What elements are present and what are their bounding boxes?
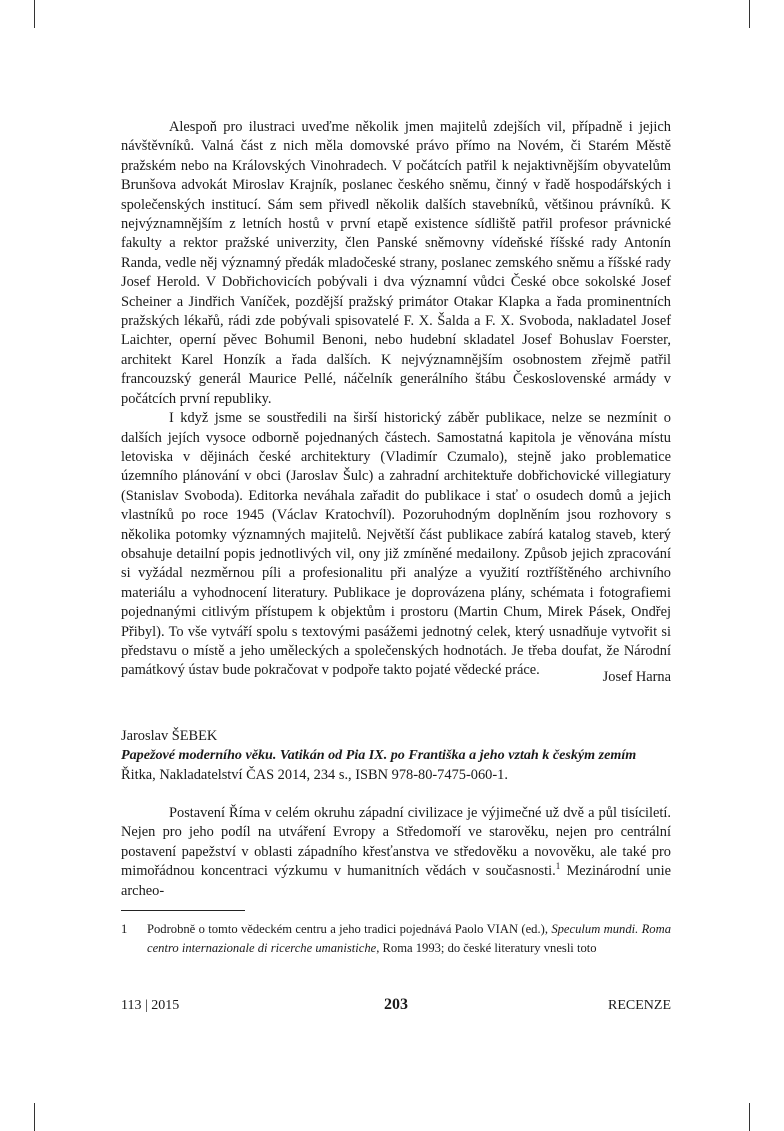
journal-issue: 113 | 2015 bbox=[121, 998, 180, 1013]
footnote-number: 1 bbox=[121, 922, 128, 936]
book-publication-info: Řitka, Nakladatelství ČAS 2014, 234 s., ISBN 978-80-7475-060-1. bbox=[121, 766, 508, 783]
body-text-top bbox=[121, 118, 671, 681]
paragraph-rome: Postavení Říma v celém okruhu západní civilizace je výjimečné už dvě a půl tisíciletí. Nejen pro jeho podíl na utváření Evropy a Středomoří ve starověku, nejen pro centrální postavení papežství v oblasti západního křesťanstva ve středověku a novověku, ale také pro mimořádnou koncentraci výzkumu v humanitních vědách v současnosti.$^1$ Mezinárodní unie archeo- bbox=[121, 805, 672, 899]
section-name: RECENZE bbox=[608, 998, 671, 1013]
crop-mark-top-left bbox=[34, 0, 35, 28]
book-author: Jaroslav ŠEBEK bbox=[121, 728, 218, 744]
body-text-review bbox=[121, 804, 671, 901]
crop-mark-bottom-left bbox=[34, 1103, 35, 1131]
footnote-reference[interactable]: 1 bbox=[555, 861, 561, 872]
book-title: Papežové moderního věku. Vatikán od Pia IX. po Františka a jeho vztah k českým zemím bbox=[121, 747, 637, 764]
review-heading bbox=[121, 727, 681, 785]
page-footer bbox=[121, 996, 671, 1018]
crop-mark-top-right bbox=[749, 0, 750, 28]
page-number: 203 bbox=[384, 996, 408, 1013]
paragraph-villa-owners: Alespoň pro ilustraci uveďme několik jmen majitelů zdejších vil, případně i jejich návštěvníků. Valná část z nich měla domovské právo přímo na Novém, či Starém Městě pražském nebo na Královských Vinohradech. V počátcích patřil k nejaktivnějším obyvatelům Brunšova advokát Miroslav Krajník, poslanec českého sněmu, činný v řadě hospodářských i společenských institucí. Sám sem přivedl několik dalších stavebníků, většinou právníků. K nejvýznamnějším z letních hostů v první etapě existence sídliště patřil profesor právnické fakulty a rektor pražské univerzity, člen Panské sněmovny vídeňské říšské rady Antonín Randa, vedle něj významný předák mladočeské strany, poslanec zemského sněmu a říšské rady Josef Herold. V Dobřichovicích pobývali i dva významní vůdci České obce sokolské Josef Scheiner a Jindřich Vaníček, pozdější pražský primátor Otakar Klapka a řada prominentních pražských lékařů, rádi zde pobývali spisovatelé F. X. Šalda a F. X. Svoboda, nakladatel Josef Laichter, operní pěvec Bohumil Benoni, nebo hudební skladatel Josef Bohuslav Foerster, architekt Karel Honzík a řada dalších. K nejvýznamnějším osobnostem zřejmě patřil francouzský generál Maurice Pellé, náčelník generálního štábu Československé armády v počátcích první republiky. bbox=[121, 119, 671, 407]
footnote-separator bbox=[121, 910, 245, 911]
footnote-text: Podrobně o tomto vědeckém centru a jeho tradici pojednává Paolo VIAN (ed.), Speculum mundi. Roma centro internazionale di ricerche umanistiche, Roma 1993; do české literatury vnesli toto bbox=[147, 922, 671, 955]
crop-mark-bottom-right bbox=[749, 1103, 750, 1131]
paragraph-publication-parts: I když jsme se soustředili na širší historický záběr publikace, nelze se nezmínit o dalších jejích vysoce odborně pojednaných částech. Samostatná kapitola je věnována místu letoviska v dějinách české architektury (Vladimír Czumalo), stejně jako problematice územního plánování v obci (Jaroslav Šulc) a zahradní architektuře dobřichovické villegiatury (Stanislav Svoboda). Editorka neváhala zařadit do publikace i stať o osudech domů a jejich vlastníků po roce 1945 (Václav Kratochvíl). Pozoruhodným doplněním jsou rozhovory s několika potomky významných majitelů. Největší část publikace zabírá katalog staveb, který obsahuje detailní popis jednotlivých vil, ony již zmíněné medailony. Způsob jejich zpracování si vyžádal nezměrnou píli a profesionalitu při analýze a využití roztříštěného archivního materiálu a vyhodnocení literatury. Publikace je doprovázena plány, schémata i fotografiemi pojednanými citlivým přístupem k objektům i prostoru (Martin Chum, Mirek Pásek, Ondřej Přibyl). To vše vytváří spolu s textovými pasážemi jednotný celek, který usnadňuje vytvořit si představu o místě a jeho uměleckých a společenských hodnotách. Je třeba doufat, že Národní památkový ústav bude pokračovat v podpoře takto pojaté vědecké práce. bbox=[121, 410, 671, 679]
review-signature: Josef Harna bbox=[602, 669, 671, 685]
footnote bbox=[121, 920, 671, 957]
